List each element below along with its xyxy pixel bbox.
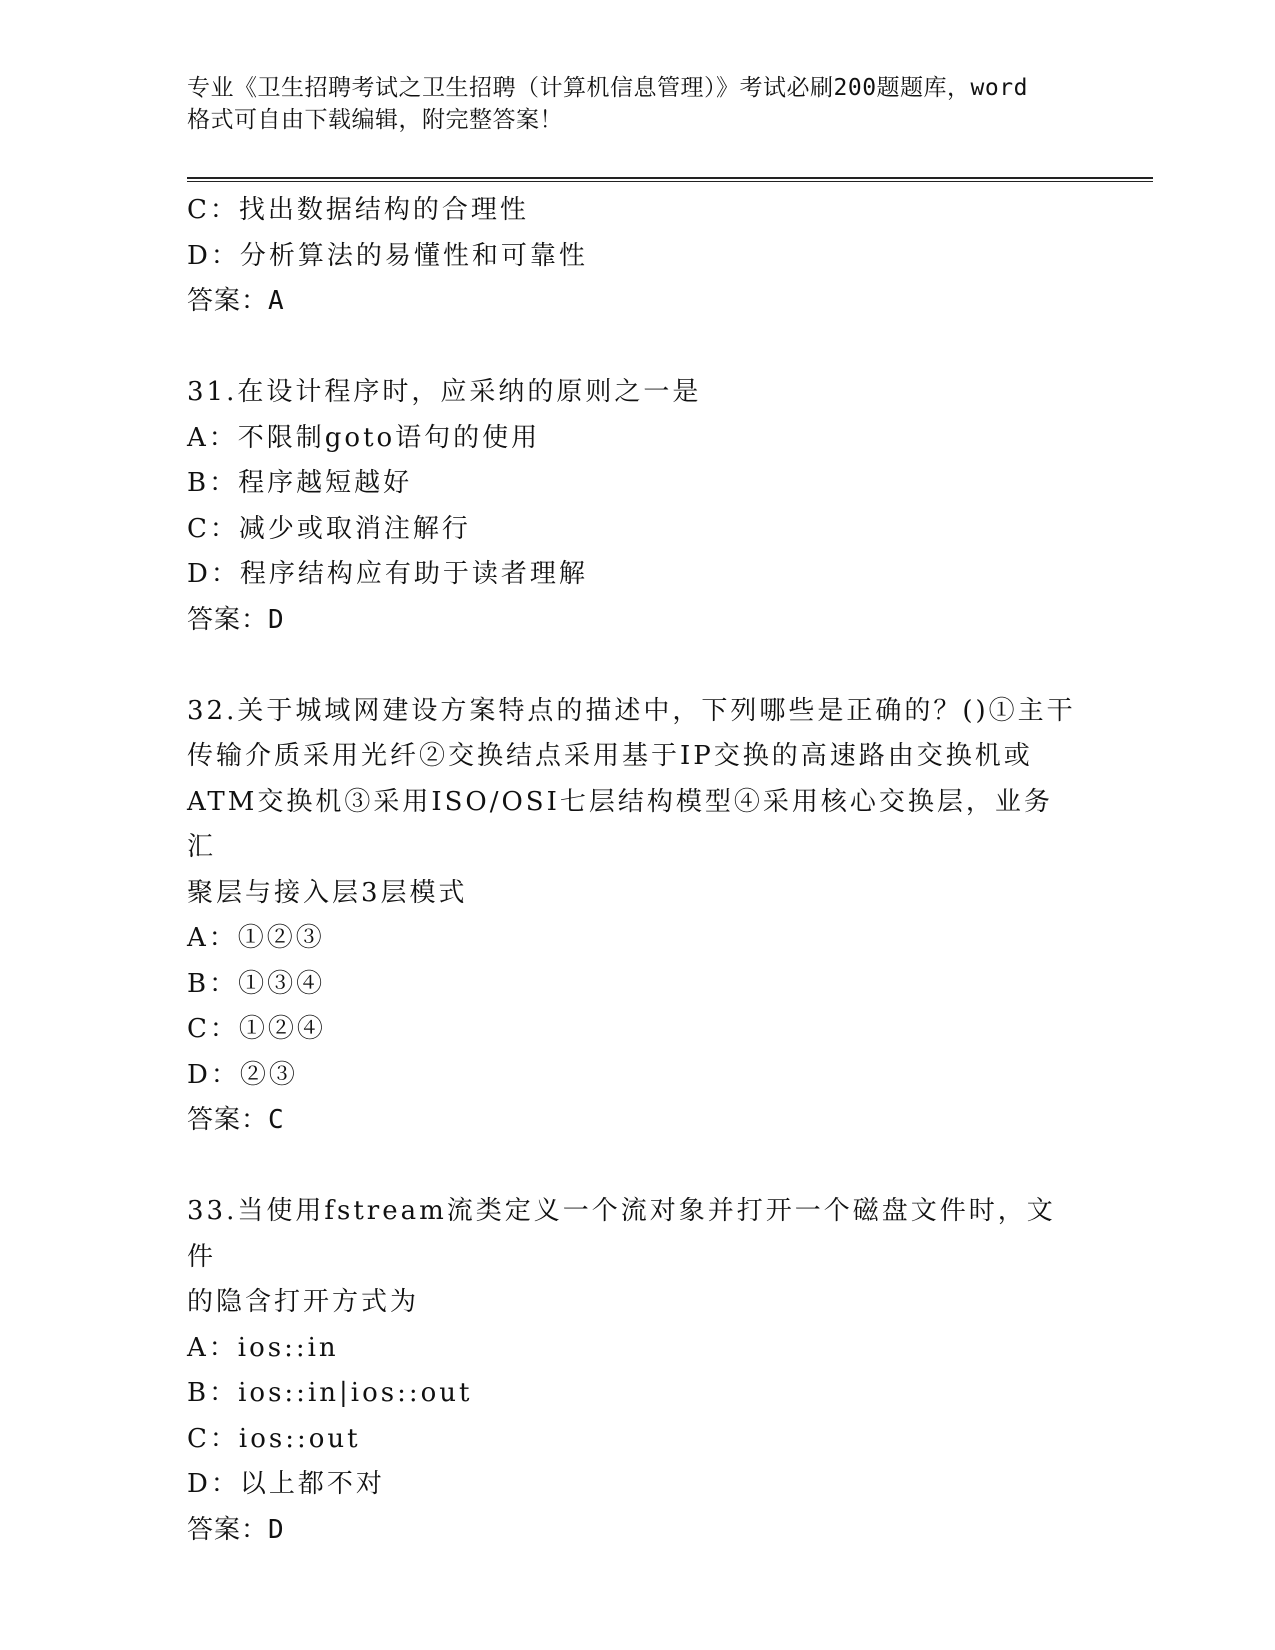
answer-line: 答案：D [187, 1514, 285, 1545]
option-a: A：ios::in [187, 1332, 339, 1363]
option-c: C：①②④ [187, 1014, 326, 1044]
option-b: B：ios::in|ios::out [187, 1378, 473, 1408]
option-d: D：程序结构应有助于读者理解 [187, 559, 588, 589]
header-line-1: 专业《卫生招聘考试之卫生招聘（计算机信息管理）》考试必刷200题题库，word [187, 75, 1028, 101]
option-d: D：分析算法的易懂性和可靠性 [187, 240, 588, 271]
answer-line: 答案：A [187, 286, 285, 316]
option-d: D：以上都不对 [187, 1469, 385, 1499]
question-32 [187, 689, 1077, 1144]
option-a: A：①②③ [187, 923, 325, 953]
option-b: B：①③④ [187, 968, 326, 999]
previous-question-tail [187, 188, 1077, 325]
spacer [187, 643, 1077, 689]
option-d: D：②③ [187, 1059, 298, 1090]
question-list [187, 188, 1077, 1553]
option-c: C：ios::out [187, 1423, 361, 1454]
question-33 [187, 1189, 1077, 1553]
question-text: 传输介质采用光纤②交换结点采用基于IP交换的高速路由交换机或 [187, 741, 1033, 771]
question-31 [187, 370, 1077, 643]
option-c: C：减少或取消注解行 [187, 513, 471, 544]
option-b: B：程序越短越好 [187, 468, 413, 498]
spacer [187, 325, 1077, 371]
header-divider [187, 177, 1153, 182]
header-line-2: 格式可自由下载编辑，附完整答案！ [187, 107, 563, 133]
answer-line: 答案：D [187, 604, 285, 635]
question-text: 31.在设计程序时，应采纳的原则之一是 [187, 377, 702, 407]
spacer [187, 1144, 1077, 1190]
answer-line: 答案：C [187, 1105, 285, 1135]
option-a: A：不限制goto语句的使用 [187, 422, 541, 453]
question-text: 聚层与接入层3层模式 [187, 877, 468, 908]
question-text: 33.当使用fstream流类定义一个流对象并打开一个磁盘文件时，文件 [187, 1196, 1056, 1272]
page-header [187, 72, 1087, 136]
option-c: C：找出数据结构的合理性 [187, 195, 529, 225]
question-text: 的隐含打开方式为 [187, 1287, 420, 1317]
question-text: 32.关于城域网建设方案特点的描述中，下列哪些是正确的？()①主干 [187, 695, 1076, 726]
question-text: ATM交换机③采用ISO/OSI七层结构模型④采用核心交换层，业务汇 [187, 786, 1053, 862]
